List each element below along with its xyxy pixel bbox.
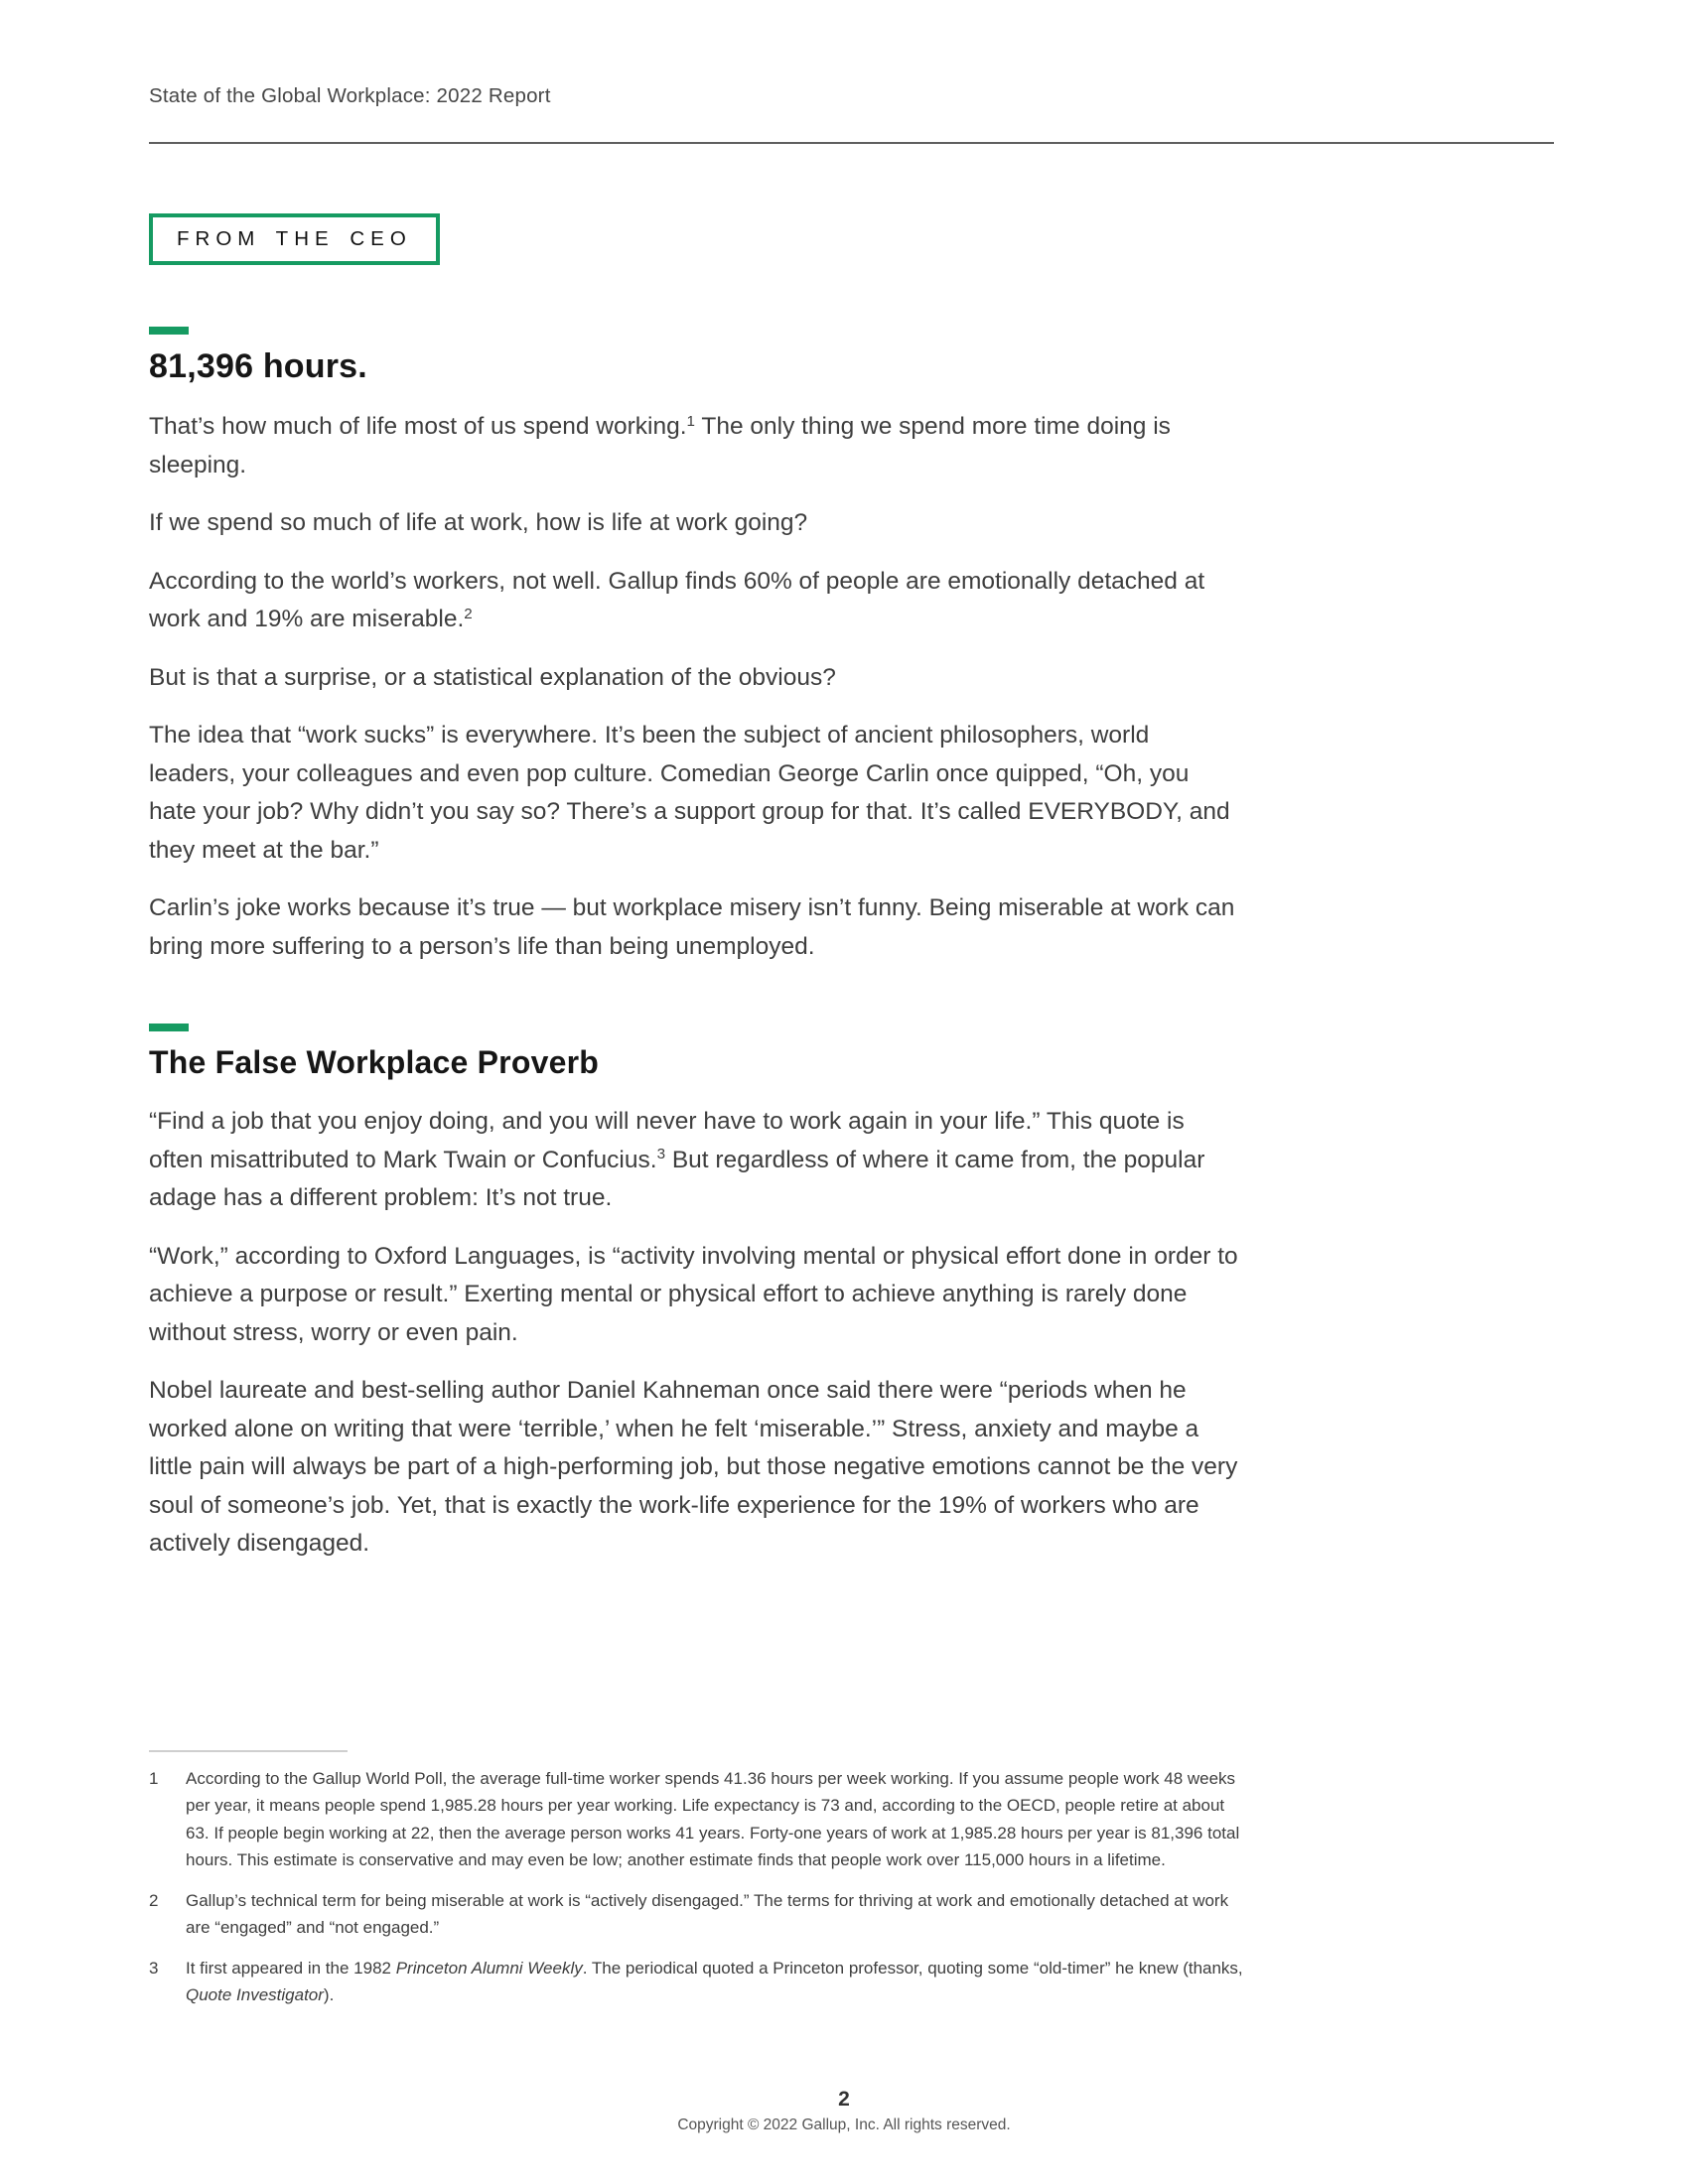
body-paragraph: Nobel laureate and best-selling author Daniel Kahneman once said there were “periods when he worked alone on writing that were ‘terrible,’ when he felt ‘miserable.’” Stress, anxiety and maybe a little pain will always be part of a high-performing job, but those negative emotions cannot be the very soul of someone’s job. Yet, that is exactly the work-life experience for the 19% of workers who are actively disengaged. [149,1377,1238,1557]
body-paragraph: Carlin’s joke works because it’s true — but workplace misery isn’t funny. Being miserable at work can bring more suffering to a person’s life than being unemployed. [149,894,1235,960]
copyright-notice: Copyright © 2022 Gallup, Inc. All rights reserved. [677,2116,1011,2133]
page-footer [0,2088,1688,2134]
running-header-title: State of the Global Workplace: 2022 Report [149,84,551,107]
from-the-ceo-badge: FROM THE CEO [149,213,440,265]
body-paragraph: But is that a surprise, or a statistical explanation of the obvious? [149,663,836,691]
footnote-1 [149,1765,1251,1874]
section-heading-proverb: The False Workplace Proverb [149,1044,599,1080]
footnote-divider [149,1750,348,1752]
body-paragraph: According to the world’s workers, not well. Gallup finds 60% of people are emotionally detached at work and 19% are miserable.$^2$ [149,567,1205,632]
section-heading-hours: 81,396 hours. [149,347,367,385]
section-accent-dash [149,327,189,335]
footnote-text: Gallup’s technical term for being miserable at work is “actively disengaged.” The terms for thriving at work and emotionally detached at work are “engaged” and “not engaged.” [186,1890,1229,1937]
footnote-text: It first appeared in the 1982 Princeton Alumni Weekly. The periodical quoted a Princeton professor, quoting some “old-timer” he knew (thanks, Quote Investigator). [186,1958,1243,2004]
page-number: 2 [838,2088,850,2111]
header-divider [149,142,1554,144]
body-paragraph: “Work,” according to Oxford Languages, is “activity involving mental or physical effort done in order to achieve a purpose or result.” Exerting mental or physical effort to achieve anything is rarely done without stress, worry or even pain. [149,1242,1238,1346]
section-false-workplace-proverb [149,1024,1554,1564]
footnote-number: 2 [149,1890,159,1910]
section-accent-dash [149,1024,189,1031]
footnotes-block [149,1750,1554,2009]
footnote-number: 3 [149,1958,159,1978]
section-hours [149,327,1554,966]
body-paragraph: That’s how much of life most of us spend working.$^1$ The only thing we spend more time doing is sleeping. [149,412,1171,478]
body-paragraph: If we spend so much of life at work, how is life at work going? [149,509,808,536]
footnote-number: 1 [149,1768,159,1788]
footnote-text: According to the Gallup World Poll, the average full-time worker spends 41.36 hours per week working. If you assume people work 48 weeks per year, it means people spend 1,985.28 hours per year working. Life expectancy is 73 and, according to the OECD, people retire at about 63. If people begin working at 22, then the average person works 41 years. Forty-one years of work at 1,985.28 hours per year is 81,396 total hours. This estimate is conservative and may even be low; another estimate finds that people work over 115,000 hours in a lifetime. [186,1768,1240,1869]
body-paragraph: “Find a job that you enjoy doing, and you will never have to work again in your life.” This quote is often misattributed to Mark Twain or Confucius.$^3$ But regardless of where it came from, the popular adage has a different problem: It’s not true. [149,1108,1205,1211]
footnote-3 [149,1955,1251,2009]
footnote-2 [149,1887,1251,1942]
body-paragraph: The idea that “work sucks” is everywhere. It’s been the subject of ancient philosophers, world leaders, your colleagues and even pop culture. Comedian George Carlin once quipped, “Oh, you hate your job? Why didn’t you say so? There’s a support group for that. It’s called EVERYBODY, and they meet at the bar.” [149,722,1230,864]
